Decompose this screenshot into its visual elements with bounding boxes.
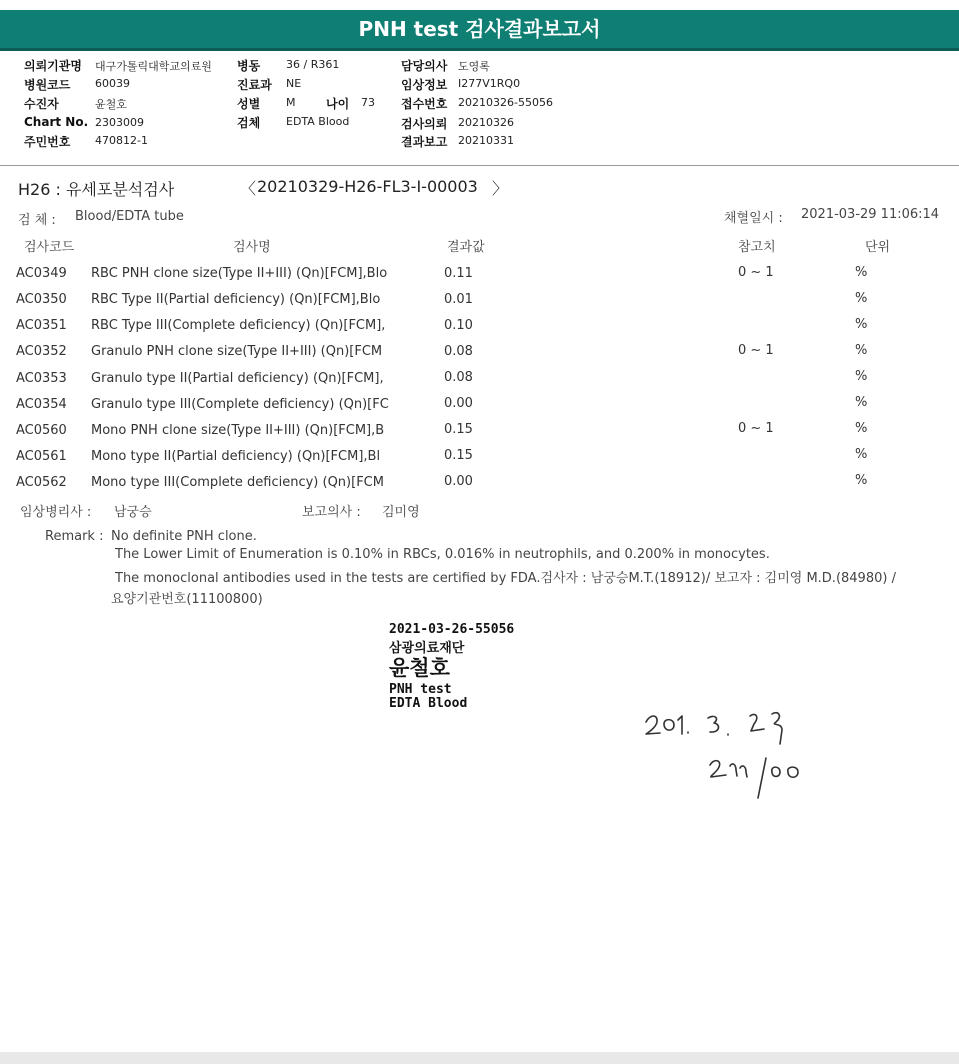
remark-line-3: The monoclonal antibodies used in the tests are certified by FDA.검사자 : 남궁승M.T.(18912)/ 보고자 : 김미영 M.D.(84980) / bbox=[115, 571, 896, 586]
prev-icon[interactable]: 〈 bbox=[240, 179, 257, 198]
info-label-hospital-code: 병원코드 bbox=[24, 78, 71, 92]
handwritten-annotation bbox=[640, 700, 820, 815]
row-code: AC0349 bbox=[16, 266, 67, 281]
row-result: 0.01 bbox=[444, 292, 473, 307]
stamp-receipt-no: 2021-03-26-55056 bbox=[389, 622, 515, 637]
specimen-value: Blood/EDTA tube bbox=[75, 209, 184, 224]
row-unit: % bbox=[855, 369, 868, 384]
info-label-specimen: 검체 bbox=[237, 116, 261, 130]
remark-line-1: No definite PNH clone. bbox=[111, 529, 257, 544]
row-unit: % bbox=[855, 317, 868, 332]
info-value-age: 73 bbox=[361, 96, 375, 109]
row-result: 0.08 bbox=[444, 370, 473, 385]
row-unit: % bbox=[855, 421, 868, 436]
stamp-specimen: EDTA Blood bbox=[389, 696, 468, 711]
info-value-patient: 윤철호 bbox=[95, 98, 127, 111]
info-value-receipt-no: 20210326-55056 bbox=[458, 96, 553, 109]
info-label-age: 나이 bbox=[326, 97, 350, 111]
specimen-label: 검 체 : bbox=[18, 213, 56, 228]
row-code: AC0350 bbox=[16, 292, 67, 307]
info-value-report-date: 20210331 bbox=[458, 134, 514, 147]
info-label-report-date: 결과보고 bbox=[401, 135, 448, 149]
collect-label: 채혈일시 : bbox=[724, 211, 783, 226]
info-divider bbox=[0, 165, 959, 166]
collect-value: 2021-03-29 11:06:14 bbox=[801, 207, 940, 222]
info-value-resident-no: 470812-1 bbox=[95, 134, 148, 147]
section-title: H26 : 유세포분석검사 bbox=[18, 180, 175, 199]
row-result: 0.15 bbox=[444, 422, 473, 437]
info-label-resident-no: 주민번호 bbox=[24, 135, 71, 149]
info-value-chart-no: 2303009 bbox=[95, 116, 144, 129]
info-value-hospital-code: 60039 bbox=[95, 77, 130, 90]
col-header-code: 검사코드 bbox=[24, 240, 75, 255]
row-name: Mono type II(Partial deficiency) (Qn)[FCM],Bl bbox=[91, 449, 381, 464]
col-header-reference: 참고치 bbox=[738, 240, 776, 255]
row-name: RBC PNH clone size(Type II+III) (Qn)[FCM],Blo bbox=[91, 266, 388, 281]
row-result: 0.00 bbox=[444, 474, 473, 489]
row-name: RBC Type II(Partial deficiency) (Qn)[FCM],Blo bbox=[91, 292, 381, 307]
row-code: AC0353 bbox=[16, 371, 67, 386]
reporter-value: 김미영 bbox=[382, 505, 420, 520]
remark-line-2: The Lower Limit of Enumeration is 0.10% in RBCs, 0.016% in neutrophils, and 0.200% in monocytes. bbox=[115, 547, 770, 562]
row-reference: 0 ~ 1 bbox=[738, 343, 774, 358]
col-header-unit: 단위 bbox=[865, 240, 891, 255]
row-name: Granulo type II(Partial deficiency) (Qn)[FCM], bbox=[91, 371, 384, 386]
header-bar bbox=[0, 10, 959, 51]
row-reference: 0 ~ 1 bbox=[738, 265, 774, 280]
row-name: Mono PNH clone size(Type II+III) (Qn)[FCM],B bbox=[91, 423, 385, 438]
next-icon[interactable]: 〉 bbox=[492, 179, 509, 198]
row-code: AC0352 bbox=[16, 344, 67, 359]
stamp-patient-name: 윤철호 bbox=[389, 656, 450, 680]
row-name: RBC Type III(Complete deficiency) (Qn)[FCM], bbox=[91, 318, 386, 333]
row-code: AC0562 bbox=[16, 475, 67, 490]
footer-bar bbox=[0, 1052, 959, 1064]
row-result: 0.11 bbox=[444, 266, 473, 281]
info-value-ward: 36 / R361 bbox=[286, 58, 340, 71]
info-label-request-date: 검사의뢰 bbox=[401, 117, 448, 131]
col-header-name: 검사명 bbox=[233, 240, 271, 255]
info-value-sex: M bbox=[286, 96, 296, 109]
pathologist-label: 임상병리사 : bbox=[20, 505, 92, 520]
row-unit: % bbox=[855, 395, 868, 410]
report-id: 20210329-H26-FL3-I-00003 bbox=[257, 177, 478, 196]
remark-line-4: 요양기관번호(11100800) bbox=[111, 592, 263, 607]
row-name: Mono type III(Complete deficiency) (Qn)[FCM bbox=[91, 475, 384, 490]
row-result: 0.08 bbox=[444, 344, 473, 359]
info-value-institution: 대구가톨릭대학교의료원 bbox=[95, 60, 212, 73]
info-label-patient: 수진자 bbox=[24, 97, 59, 111]
row-unit: % bbox=[855, 447, 868, 462]
row-code: AC0351 bbox=[16, 318, 67, 333]
row-name: Granulo PNH clone size(Type II+III) (Qn)[FCM bbox=[91, 344, 383, 359]
info-label-sex: 성별 bbox=[237, 97, 261, 111]
stamp-test-name: PNH test bbox=[389, 682, 452, 697]
row-unit: % bbox=[855, 291, 868, 306]
info-label-clinical-info: 임상정보 bbox=[401, 78, 448, 92]
info-label-chart-no: Chart No. bbox=[24, 115, 89, 129]
row-code: AC0560 bbox=[16, 423, 67, 438]
row-reference: 0 ~ 1 bbox=[738, 421, 774, 436]
info-value-physician: 도영록 bbox=[458, 60, 490, 73]
col-header-result: 결과값 bbox=[447, 240, 485, 255]
stamp-institution: 삼광의료재단 bbox=[389, 641, 465, 656]
pathologist-value: 남궁승 bbox=[114, 505, 152, 520]
info-label-receipt-no: 접수번호 bbox=[401, 97, 448, 111]
row-result: 0.10 bbox=[444, 318, 473, 333]
row-unit: % bbox=[855, 473, 868, 488]
row-name: Granulo type III(Complete deficiency) (Qn)[FC bbox=[91, 397, 389, 412]
info-label-physician: 담당의사 bbox=[401, 59, 448, 73]
report-title: PNH test 검사결과보고서 bbox=[358, 17, 601, 41]
info-value-specimen: EDTA Blood bbox=[286, 115, 350, 128]
row-code: AC0561 bbox=[16, 449, 67, 464]
row-unit: % bbox=[855, 343, 868, 358]
remark-label: Remark : bbox=[45, 529, 104, 544]
info-value-clinical-info: I277V1RQ0 bbox=[458, 77, 521, 90]
row-result: 0.00 bbox=[444, 396, 473, 411]
reporter-label: 보고의사 : bbox=[302, 505, 361, 520]
info-value-request-date: 20210326 bbox=[458, 116, 514, 129]
info-label-ward: 병동 bbox=[237, 59, 261, 73]
row-unit: % bbox=[855, 265, 868, 280]
info-label-department: 진료과 bbox=[237, 78, 272, 92]
row-code: AC0354 bbox=[16, 397, 67, 412]
info-value-department: NE bbox=[286, 77, 302, 90]
info-label-institution: 의뢰기관명 bbox=[24, 59, 82, 73]
row-result: 0.15 bbox=[444, 448, 473, 463]
